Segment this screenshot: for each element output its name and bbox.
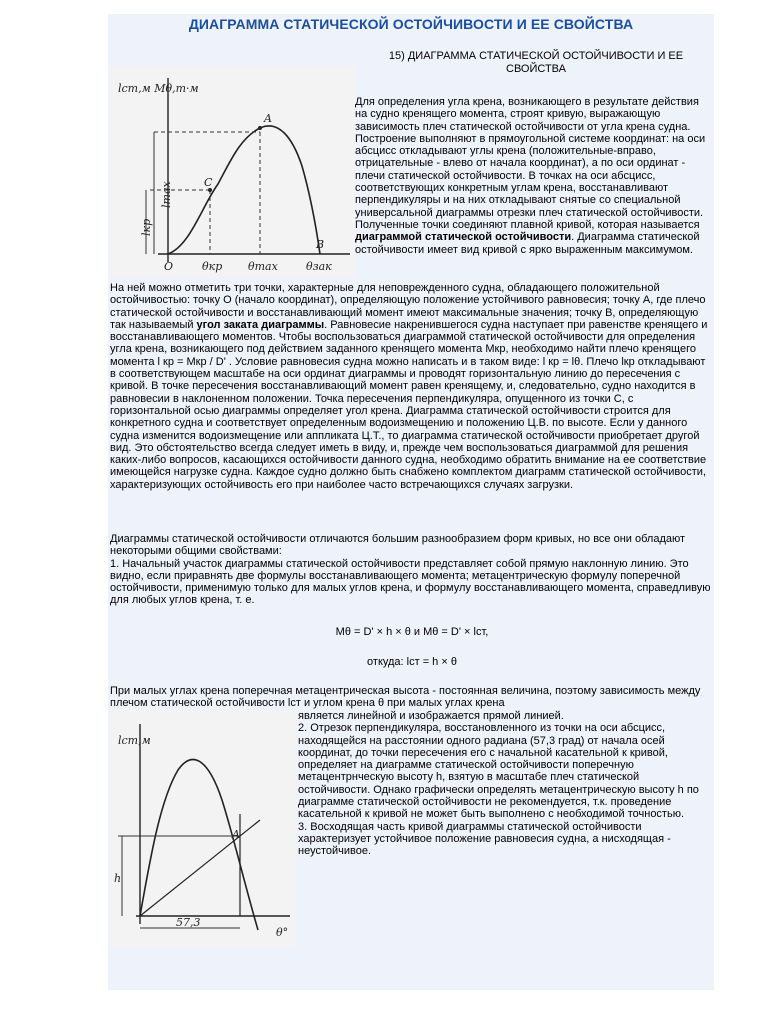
point-a-dot [258, 126, 262, 130]
intro-bold-term: диаграммой статической остойчивости [355, 231, 572, 244]
points-bold-term: угол заката диаграммы [196, 318, 325, 331]
fig1-point-a: A [264, 112, 272, 125]
fig1-y-axis-label: lст,м Mθ,т·м [118, 82, 199, 95]
fig2-tangent [140, 820, 260, 916]
stability-diagram-figure [110, 66, 356, 278]
fig2-point-a: A [232, 828, 240, 841]
points-text: На ней можно отметить три точки, характерные для неповрежденного судна, обладающего положительной остойчивостью: точку О (начало координат), определяющую положение устойчивого равновесия; точку А, где плечо статической остойчивости и восстанавливающий момент имеют максимальные значения; точку В, определяющую так называемый [110, 282, 706, 331]
intro-text: Для определения угла крена, возникающего в результате действия на судно кренящего момента, строят кривую, выражающую зависимость плеч статической остойчивости от угла крена судна. Построение выполняют в прямоугольной системе координат: на оси абсцисс откладывают углы крена (положительные-вправо, отрицательные - влево от начала координат), а по оси ординат - плечи статической остойчивости. В точках на оси абсцисс, соответствующих конкретным углам крена, восстанавливают перпендикуляры и на них откладывают снятые со специальной универсальной диаграммы отрезки плеч статической остойчивости. Полученные точки соединяют плавной кривой, которая называется [355, 96, 706, 231]
fig2-radian-label: 57,3 [176, 916, 201, 929]
section-subtitle: 15) ДИАГРАММА СТАТИЧЕСКОЙ ОСТОЙЧИВОСТИ И ЕЕ СВОЙСТВА [388, 50, 684, 75]
fig1-theta-kp: θкр [202, 260, 223, 273]
points-paragraph [110, 282, 714, 491]
fig1-lmax: lmax [160, 181, 173, 208]
intro-tail: . Диаграмма статической остойчивости имеет вид кривой с ярко выраженным максимумом. [355, 231, 700, 256]
fig1-theta-zak: θзак [306, 260, 332, 273]
intro-paragraph [355, 96, 713, 256]
metacentric-height-svg [110, 710, 296, 948]
properties-paragraph: Диаграммы статической остойчивости отличаются большим разнообразием форм кривых, но все они обладают некоторыми общими свойствами: 1. Начальный участок диаграммы статической остойчивости представляет собой прямую наклонную линию. Это видно, если приравнять две формулы восстанавливающего момента; метацентрическую формулу поперечной остойчивости, применимую только для малых углов крена, и формулу восстанавливающего момента, справедливую для любых углов крена, т. е. [110, 533, 711, 607]
fig1-point-c: C [204, 176, 213, 189]
page-title: ДИАГРАММА СТАТИЧЕСКОЙ ОСТОЙЧИВОСТИ И ЕЕ СВОЙСТВА [188, 16, 634, 32]
stability-curve [168, 126, 320, 254]
metacentric-height-figure [110, 710, 296, 948]
stability-diagram-svg [110, 66, 356, 278]
fig1-theta-max: θmax [248, 260, 278, 273]
fig2-y-axis-label: lст,м [118, 734, 151, 747]
small-angles-paragraph: При малых углах крена поперечная метацентрическая высота - постоянная величина, поэтому зависимость между плечом статической остойчивости lст и углом крена θ при малых углах крена [110, 685, 701, 710]
points-tail: . Равновесие накренившегося судна наступает при равенстве кренящего и восстанавливающего моментов. Чтобы воспользоваться диаграммой статической остойчивости для определения угла крена, возникающего под действием заданного кренящего момента Мкр, необходимо найти плечо кренящего момента l кр = Мкр / D' . Условие равновесия судна можно написать и в таком виде: l кр = lθ. Плечо lкр откладывают в соответствующем масштабе на оси ординат диаграммы и проводят горизонтальную линию до пересечения с кривой. В точке пересечения восстанавливающий момент равен кренящему, и, следовательно, судно находится в равновесии в наклоненном положении. Точка пересечения перпендикуляра, опущенного из точки С, с горизонтальной осью диаграммы определяет угол крена. Диаграмма статической остойчивости строится для конкретного судна и соответствует определенным водоизмещению и положению Ц.В. по высоте. Если у данного судна изменится водоизмещение или аппликата Ц.Т., то диаграмма статической остойчивости приобретает другой вид. Это обстоятельство всегда следует иметь в виду, и, прежде чем воспользоваться диаграммой для решения каких-либо вопросов, касающихся остойчивости данного судна, необходимо обратить внимание на ее соответствие имеющейся нагрузке судна. Каждое судно должно быть снабжено комплектом диаграмм статической остойчивости, характеризующих остойчивость его при наиболее часто встречающихся случаях загрузки. [110, 318, 708, 491]
formula-moment: Mθ = D' × h × θ и Mθ = D' × lст, [335, 626, 489, 638]
fig1-lkp: lкр [140, 218, 153, 236]
fig1-origin: O [164, 260, 174, 273]
fig2-h-label: h [114, 872, 122, 885]
fig2-x-axis-label: θ° [276, 926, 289, 939]
formula-lever: откуда: lст = h × θ [367, 656, 457, 668]
fig1-point-b: B [316, 238, 325, 251]
properties-list: является линейной и изображается прямой линией. 2. Отрезок перпендикуляра, восстановленного из точки на оси абсцисс, находящейся на расстоянии одного радиана (57,3 град) от начала осей координат, до точки пересечения его с начальной касательной к кривой, определяет на диаграмме статической остойчивости поперечную метацентрнческую высоту h, взятую в масштабе плеч статической остойчивости. Однако графически определять метацентрическую высоту h по диаграмме статической остойчивости не рекомендуется, т.к. проведение касательной к кривой не может быть выполнено с необходимой точностью. 3. Восходящая часть кривой диаграммы статической остойчивости характеризует устойчивое положение равновесия судна, а нисходящая - неустойчивое. [298, 710, 699, 858]
